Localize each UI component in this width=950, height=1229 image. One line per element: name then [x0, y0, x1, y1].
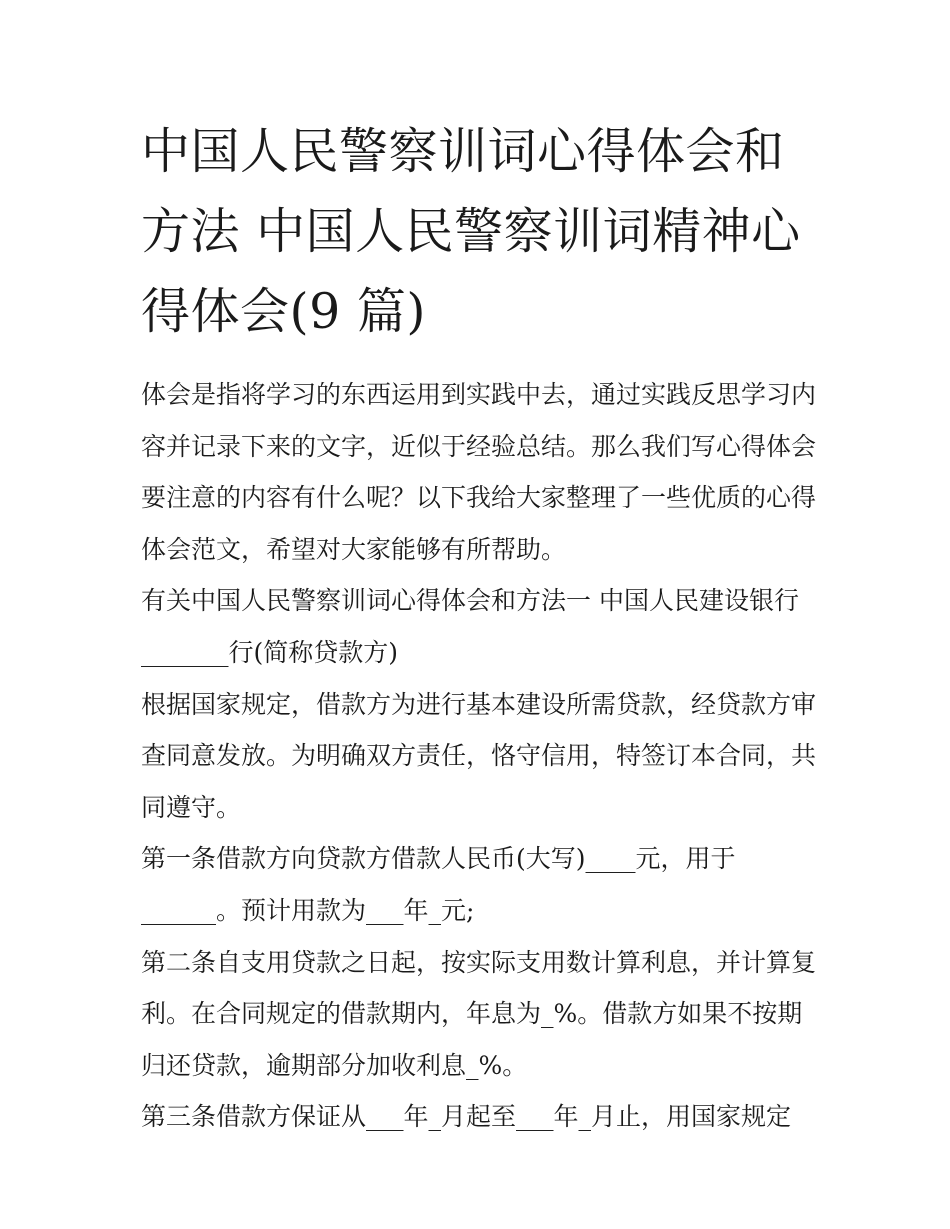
title-line-1: 中国人民警察训词心得体会和	[141, 123, 785, 180]
article-2-line-1: 第二条自支用贷款之日起，按实际支用数计算利息，并计算复	[141, 947, 817, 977]
preamble-line-3: 同遵守。	[141, 792, 242, 822]
article-2-line-3: 归还贷款，逾期部分加收利息_%。	[141, 1050, 528, 1080]
section-heading-line: 有关中国人民警察训词心得体会和方法一 中国人民建设银行	[141, 586, 799, 616]
title-line-3: 得体会(9 篇)	[141, 283, 426, 340]
intro-line-3: 要注意的内容有什么呢？以下我给大家整理了一些优质的心得	[141, 483, 817, 513]
intro-line-1: 体会是指将学习的东西运用到实践中去，通过实践反思学习内	[141, 380, 817, 409]
title-line-2: 方法 中国人民警察训词精神心	[141, 203, 801, 260]
article-1-line-1: 第一条借款方向贷款方借款人民币(大写)____元，用于	[141, 844, 736, 874]
preamble-line-2: 查同意发放。为明确双方责任，恪守信用，特签订本合同，共	[141, 741, 817, 771]
lender-line: _______行(简称贷款方)	[141, 637, 399, 667]
preamble-line-1: 根据国家规定，借款方为进行基本建设所需贷款，经贷款方审	[141, 689, 817, 719]
article-1-line-2: ______。预计用款为___年_元;	[141, 895, 475, 925]
article-3-line-1: 第三条借款方保证从___年_月起至___年_月止，用国家规定	[141, 1102, 792, 1132]
document-title	[141, 112, 813, 352]
document-body	[141, 369, 817, 1143]
intro-line-2: 容并记录下来的文字，近似于经验总结。那么我们写心得体会	[141, 431, 817, 461]
article-2-line-2: 利。在合同规定的借款期内，年息为_%。借款方如果不按期	[141, 999, 803, 1029]
document-page	[141, 112, 817, 1143]
intro-line-4: 体会范文，希望对大家能够有所帮助。	[141, 534, 567, 564]
